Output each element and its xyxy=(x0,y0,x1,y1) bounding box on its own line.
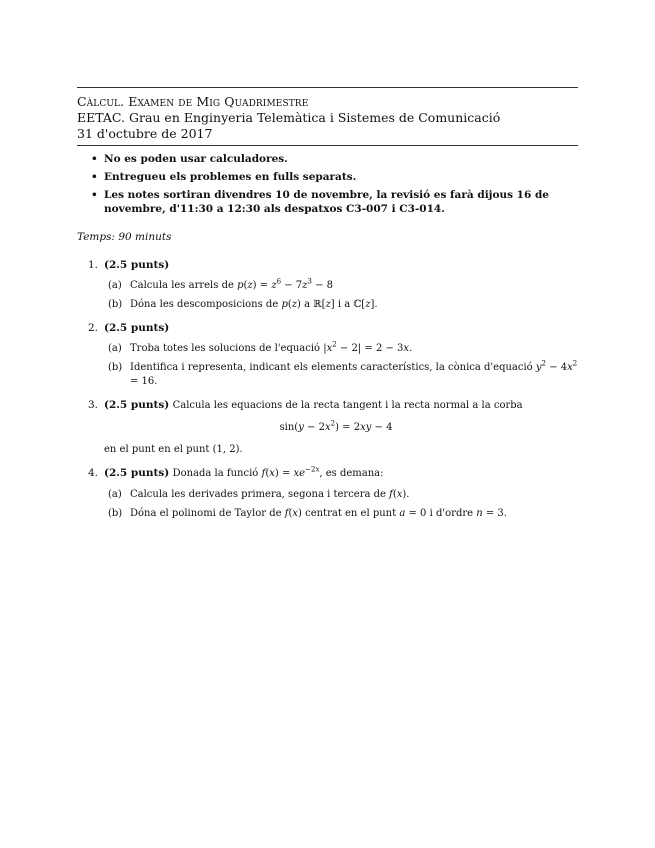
instructions-list xyxy=(90,152,580,220)
problem-number: 1. xyxy=(88,259,99,271)
problems-list xyxy=(88,258,578,521)
bullet-icon: • xyxy=(91,189,98,201)
instruction-item: • Les notes sortiran divendres 10 de novembre, la revisió es farà dijous 16 de novembre, d'11:30 a 12:30 als despatxos C3-007 i C3-014. xyxy=(91,189,549,215)
problem-points: (2.5 punts) xyxy=(104,399,170,411)
problem-3: 3. (2.5 punts) Calcula les equacions de la recta tangent i la recta normal a la corba $\sin(y - 2x^2) = 2xy - 4$ en el punt en el punt (1, 2). xyxy=(88,398,578,457)
math-expression: $\sin(y - 2x^2) = 2xy - 4$ xyxy=(279,419,393,433)
problem-1a: (a) Calcula les arrels de $p(z) = z^6 - 7z^3 - 8$ xyxy=(108,277,334,291)
problem-points: (2.5 punts) xyxy=(104,467,170,479)
exam-duration: Temps: 90 minuts xyxy=(77,231,172,243)
problem-2 xyxy=(88,321,578,389)
math-expression: n = 3. xyxy=(476,508,507,519)
math-expression: a = 0 xyxy=(399,508,427,519)
exam-title: Càlcul. Examen de Mig Quadrimestre xyxy=(77,94,309,109)
problem-4a: (a) Calcula les derivades primera, segona i tercera de f(x). xyxy=(108,489,410,500)
exam-date: 31 d'octubre de 2017 xyxy=(77,126,213,141)
problem-points: (2.5 punts) xyxy=(104,259,170,271)
bullet-icon: • xyxy=(91,153,98,165)
math-expression: $|x^2 - 2| = 2 - 3x$. xyxy=(323,340,413,354)
instruction-item: • No es poden usar calculadores. xyxy=(91,153,288,165)
math-expression: f(x). xyxy=(389,489,410,500)
header-bottom-rule xyxy=(77,145,578,146)
problem-4: 4. (2.5 punts) Donada la funció $f(x) = xe^{-2x}$, es demana: (a) Calcula les derivades primera, segona i tercera de f(x). (b) Dóna el polinomi de Taylor de f(x) centrat en el punt a = 0 i d'ordre n = 3. xyxy=(88,466,578,521)
instruction-item: • Entregueu els problemes en fulls separats. xyxy=(91,171,357,183)
problem-number: 2. xyxy=(88,322,99,334)
math-expression: p(z) a ℝ[z] i a ℂ[z]. xyxy=(281,299,378,310)
problem-number: 3. xyxy=(88,399,99,411)
exam-header xyxy=(77,94,578,142)
math-expression: f(x) xyxy=(284,508,302,519)
problem-4b: (b) Dóna el polinomi de Taylor de f(x) centrat en el punt a = 0 i d'ordre n = 3. xyxy=(108,508,507,519)
problem-1b: (b) Dóna les descomposicions de p(z) a ℝ[z] i a ℂ[z]. xyxy=(108,299,378,310)
math-expression: $f(x) = xe^{-2x}$ xyxy=(261,465,320,479)
problem-2a: (a) Troba totes les solucions de l'equació $|x^2 - 2| = 2 - 3x$. xyxy=(108,340,413,354)
problem-points: (2.5 punts) xyxy=(104,322,170,334)
math-expression: $y^2 - 4x^2 = 16$. xyxy=(130,359,578,387)
math-expression: (1, 2). xyxy=(212,444,243,455)
problem-1 xyxy=(88,258,578,312)
math-expression: $p(z) = z^6 - 7z^3 - 8$ xyxy=(237,277,334,291)
bullet-icon: • xyxy=(91,171,98,183)
problem-3-continuation: en el punt en el punt (1, 2). xyxy=(104,444,243,455)
problem-number: 4. xyxy=(88,467,99,479)
exam-program: EETAC. Grau en Enginyeria Telemàtica i Sistemes de Comunicació xyxy=(77,110,501,125)
problem-2b: (b) Identifica i representa, indicant els elements característics, la cònica d'equació $y^2 - 4x^2 = 16$. xyxy=(108,359,578,387)
header-top-rule xyxy=(77,87,578,88)
